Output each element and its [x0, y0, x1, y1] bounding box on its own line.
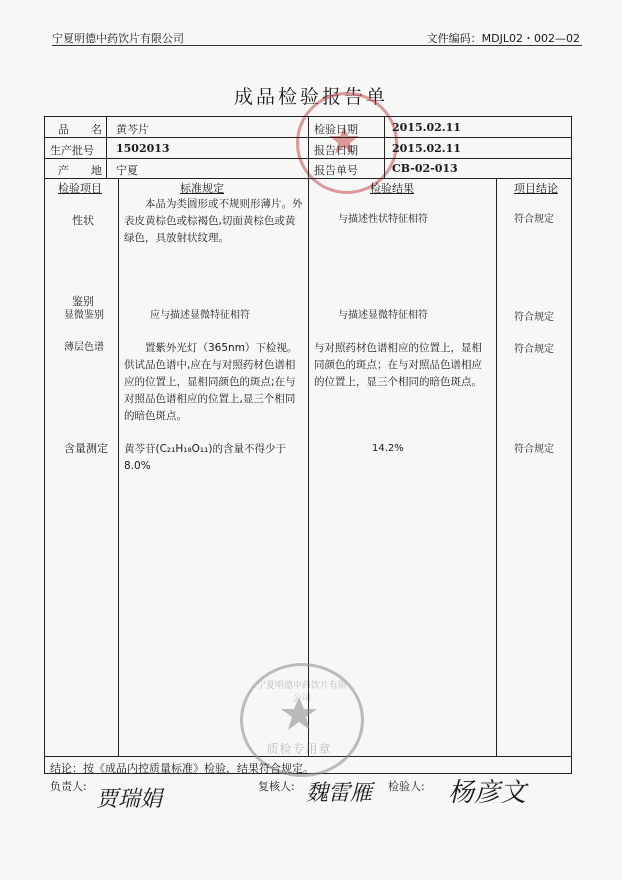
- col-header-item: 检验项目: [58, 182, 102, 195]
- col-divider: [384, 116, 385, 178]
- micro-result: 与描述显微特征相符: [338, 310, 428, 321]
- batch-label: 生产批号: [50, 144, 94, 157]
- conclusion-text: 结论：按《成品内控质量标准》检验，结果符合规定。: [50, 762, 314, 775]
- report-date-value: 2015.02.11: [392, 142, 461, 155]
- product-label: 品 名: [58, 123, 102, 136]
- inspect-date-label: 检验日期: [314, 123, 358, 136]
- report-no-value: CB-02-013: [392, 162, 458, 175]
- content-conclusion: 符合规定: [514, 444, 554, 455]
- responsible-signature: 贾瑞娟: [96, 787, 163, 812]
- reviewer-label: 复核人:: [258, 780, 295, 793]
- ident-item: 鉴别: [72, 295, 94, 308]
- trait-item: 性状: [72, 214, 94, 227]
- product-value: 黄芩片: [116, 123, 149, 136]
- tlc-standard: 置紫外光灯（365nm）下检视。供试品色谱中,应在与对照药材色谱相应的位置上，显相同颜色的斑点;在与对照品色谱相应的位置上,显三个相同的暗色斑点。: [124, 342, 298, 422]
- inspector-signature: 杨彦文: [448, 778, 527, 808]
- micro-item: 显微鉴别: [64, 310, 104, 321]
- col-header-standard: 标准规定: [180, 182, 224, 195]
- tlc-conclusion: 符合规定: [514, 344, 554, 355]
- tlc-item: 薄层色谱: [64, 342, 104, 353]
- tlc-result: 与对照药材色谱相应的位置上，显相同颜色的斑点；在与对照品色谱相应的位置上，显三个相同的暗色斑点。: [314, 342, 482, 388]
- col-divider: [308, 116, 309, 178]
- col-header-conclusion: 项目结论: [514, 182, 558, 195]
- file-number: 文件编码：MDJL02・002—02: [426, 32, 580, 45]
- page-title: 成品检验报告单: [233, 86, 388, 108]
- inspect-date-value: 2015.02.11: [392, 121, 461, 134]
- header-divider: [52, 45, 582, 46]
- trait-standard: 本品为类圆形或不规则形薄片。外表皮黄棕色或棕褐色,切面黄棕色或黄绿色，具放射状纹理。: [124, 198, 303, 244]
- company-name: 宁夏明德中药饮片有限公司: [52, 32, 184, 45]
- stamp-bottom-text: 质检专用章: [266, 742, 332, 756]
- content-item: 含量测定: [64, 442, 108, 455]
- col-header-result: 检验结果: [370, 182, 414, 195]
- col-divider: [496, 178, 497, 756]
- col-divider: [118, 178, 119, 756]
- origin-value: 宁夏: [116, 164, 138, 177]
- responsible-label: 负责人:: [50, 780, 87, 793]
- trait-conclusion: 符合规定: [514, 214, 554, 225]
- col-divider: [106, 116, 107, 178]
- batch-value: 1502013: [116, 142, 170, 155]
- report-date-label: 报告日期: [314, 144, 358, 157]
- content-result: 14.2%: [372, 443, 404, 454]
- micro-conclusion: 符合规定: [514, 312, 554, 323]
- inspector-label: 检验人:: [388, 780, 425, 793]
- stamp-top-text: 宁夏明德中药饮片有限公司: [257, 681, 348, 704]
- report-no-label: 报告单号: [314, 164, 358, 177]
- reviewer-signature: 魏雷雁: [306, 781, 373, 806]
- micro-standard: 应与描述显微特征相符: [150, 310, 250, 321]
- trait-result: 与描述性状特征相符: [338, 214, 428, 225]
- origin-label: 产 地: [58, 164, 102, 177]
- content-standard: 黄芩苷(C₂₁H₁₈O₁₁)的含量不得少于8.0%: [124, 443, 286, 472]
